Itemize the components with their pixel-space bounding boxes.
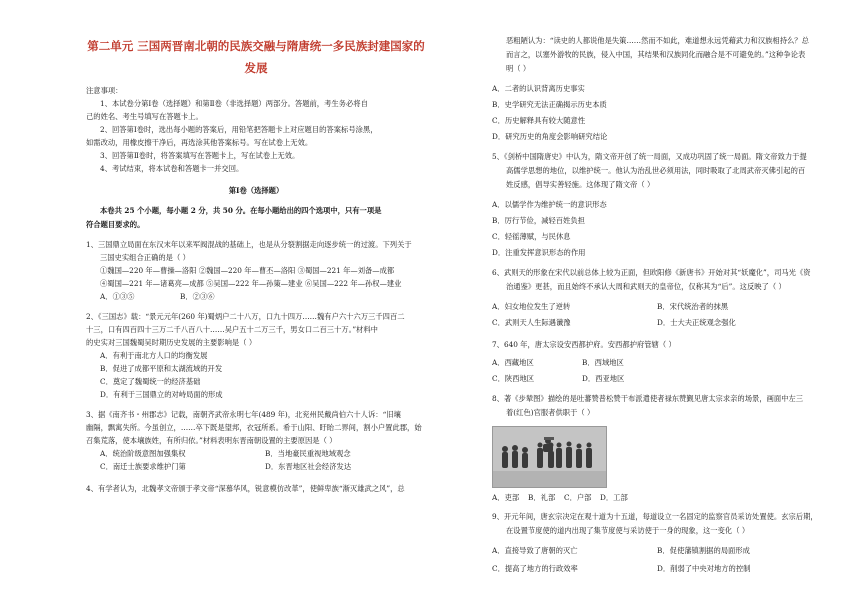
- q4-option-c[interactable]: C．历史解释具有较大随意性: [492, 116, 586, 125]
- q1-facts: ①魏国—220 年—曹操—洛阳 ②魏国—220 年—曹丕—洛阳 ③蜀国—221 年—刘备—成都: [100, 266, 395, 275]
- section-intro: 符合题目要求的。: [86, 220, 145, 229]
- q6-option-b[interactable]: B．宋代统治者的抹黑: [657, 302, 729, 311]
- q1-option-b[interactable]: B．②③⑥: [180, 292, 215, 301]
- q3-stem: 幽隔，飘寓失所。今虽创立，……卒下既是望邦，衣冠所系。希于山阳、盱眙二界间，割小户置此郡，始: [86, 423, 422, 432]
- notice-item: 2、回答第Ⅰ卷时，选出每小题的答案后，用铅笔把答题卡上对应题目的答案标号涂黑，: [100, 125, 378, 134]
- q2-stem: 十三，口有四百四十三万二千八百八十……吴户五十二万三千，男女口二百三十万。”材料中: [86, 325, 378, 334]
- q2-stem: 2、《三国志》载：“景元元年(260 年)蜀炳户二十八万，口九十四万……魏有户六十六万三千四百二: [86, 312, 405, 321]
- q5-stem: 姓反感，倡导实善轻施。这体现了隋文帝（ ）: [506, 180, 655, 189]
- q6-option-d[interactable]: D．士大夫正统观念强化: [657, 318, 736, 327]
- q7-stem: 7、640 年，唐太宗设安西都护府。安西都护府管辖（ ）: [492, 340, 676, 349]
- bunian-painting-image: [492, 426, 607, 488]
- q1-option-a[interactable]: A．①③⑤: [100, 292, 135, 301]
- q3-option-d[interactable]: D．东晋地区社会经济发达: [265, 462, 352, 471]
- q9-stem: 在设置节度使的道内出现了集节度使与采访使于一身的现象，这一变化（ ）: [506, 526, 750, 535]
- q6-stem: 治通鉴》更甚，而且始终不承认大周和武则天的皇帝位，仅称其为“后”。这反映了（ ）: [506, 282, 786, 291]
- q7-options: [492, 358, 832, 367]
- notice-heading: 注意事项：: [86, 86, 123, 95]
- q3-stem: 3、据《南齐书・州郡志》记载，南朝齐武帝永明七年(489 年)，北兖州民戴尚伯六十人诉：“旧壤: [86, 410, 401, 419]
- q7-option-b[interactable]: B．西域地区: [582, 358, 624, 367]
- q4-stem: 恶粗陋认为：“读史的人都说他是失策……然而不如此，难道想永远凭藉武力和汉族相持么？总: [506, 36, 809, 45]
- q5-option-d[interactable]: D．注重发挥意识形态的作用: [492, 248, 586, 257]
- q7-options: [492, 374, 832, 383]
- notice-item: 3、回答第Ⅱ卷时，将答案填写在答题卡上，写在试卷上无效。: [100, 151, 300, 160]
- right-column: [492, 0, 832, 608]
- q8-options: [492, 493, 832, 502]
- q8-stem: 着(红色)官服者供职于（ ）: [506, 408, 595, 417]
- q4-stem: 而言之，以塞外游牧的民族，侵入中国，其结果和汉族同化而融合是不可避免的。”这种争论表: [506, 50, 806, 59]
- q7-option-c[interactable]: C．陕西地区: [492, 374, 535, 383]
- q2-option-d[interactable]: D．有利于三国鼎立的对峙局面的形成: [100, 390, 223, 399]
- q5-stem: 高儒学思想的地位，以维护统一。他认为治乱世必须用法，同时吸取了北周武帝灭佛引起的百: [506, 166, 806, 175]
- q8-stem: 8、著《步辇图》描绘的是吐蕃赞普松赞干布派遣使者禄东赞觐见唐太宗求亲的场景，画面中左三: [492, 394, 804, 403]
- q9-option-a[interactable]: A．直接导致了唐朝的灭亡: [492, 546, 578, 555]
- q5-stem: 5、《剑桥中国隋唐史》中认为，隋文帝开创了统一局面，又成功巩固了统一局面。隋文帝致力于提: [492, 152, 807, 161]
- q3-option-b[interactable]: B．当地豪民重视地域观念: [265, 449, 351, 458]
- q1-stem: 1、三国鼎立局面在东汉末年以来军阀混战的基础上，也是从分裂割据走向逐步统一的过渡。下列关于: [86, 240, 412, 249]
- q2-option-a[interactable]: A．有利于南北方人口的均衡发展: [100, 351, 208, 360]
- section-intro: 本卷共 25 个小题，每小题 2 分，共 50 分。在每小题给出的四个选项中，只有一项是: [100, 206, 382, 215]
- q8-option-c[interactable]: C．户部: [564, 493, 592, 502]
- q7-option-a[interactable]: A．西藏地区: [492, 358, 534, 367]
- q3-option-a[interactable]: A．统治阶级意图加强集权: [100, 449, 186, 458]
- q1-stem: 三国史实组合正确的是（ ）: [100, 253, 190, 262]
- section-title: 第Ⅰ卷（选择题）: [228, 186, 284, 195]
- q3-stem: 召集荒落，使本壤族姓，有所归依。”材料表明东晋南朝设置的主要原因是（ ）: [86, 436, 337, 445]
- q7-option-d[interactable]: D．西亚地区: [582, 374, 625, 383]
- notice-item: 1、本试卷分第Ⅰ卷（选择题）和第Ⅱ卷（非选择题）两部分。答题前，考生务必将自: [100, 99, 368, 108]
- left-column: [86, 0, 426, 608]
- notice-item: 己的姓名、考生号填写在答题卡上。: [86, 112, 203, 121]
- q4-option-a[interactable]: A．二者的认识背离历史事实: [492, 84, 585, 93]
- q6-stem: 6、武则天的形象在宋代以前总体上较为正面，但欧阳修《新唐书》开始对其“妖魔化”，司马光《资: [492, 268, 811, 277]
- q6-options: [492, 302, 832, 311]
- q5-option-b[interactable]: B．厉行节俭，减轻百姓负担: [492, 216, 585, 225]
- painting-figures: [493, 427, 606, 487]
- q4-option-b[interactable]: B．史学研究无法正确揭示历史本质: [492, 100, 607, 109]
- q6-options: [492, 318, 832, 327]
- q8-option-b[interactable]: B．礼部: [528, 493, 556, 502]
- q1-options: [86, 292, 440, 301]
- q9-stem: 9、开元年间，唐玄宗决定在观十道为十五道，每道设立一名固定的监察官员采访处置使。玄宗后期，: [492, 512, 818, 521]
- q2-stem: 的史实对三国魏蜀吴时期历史发展的主要影响是（ ）: [86, 338, 257, 347]
- q5-option-c[interactable]: C．轻徭薄赋，与民休息: [492, 232, 571, 241]
- notice-item: 4、考试结束，将本试卷和答题卡一并交回。: [100, 164, 244, 173]
- q5-option-a[interactable]: A．以儒学作为维护统一的意识形态: [492, 200, 607, 209]
- paper-title-line2: 发展: [244, 61, 268, 75]
- q9-options: [492, 546, 832, 555]
- q4-stem: 明（ ）: [506, 64, 531, 73]
- q9-options: [492, 564, 832, 573]
- q3-options: [86, 449, 440, 458]
- q8-option-d[interactable]: D．工部: [600, 493, 628, 502]
- q9-option-d[interactable]: D．削弱了中央对地方的控制: [657, 564, 751, 573]
- q6-option-c[interactable]: C．武则天人生际遇谶豫: [492, 318, 571, 327]
- q9-option-c[interactable]: C．提高了地方的行政效率: [492, 564, 578, 573]
- q3-option-c[interactable]: C．南迁士族要求维护门第: [100, 462, 186, 471]
- q4-option-d[interactable]: D．研究历史的角度会影响研究结论: [492, 132, 608, 141]
- paper-title-line1: 第二单元 三国两晋南北朝的民族交融与隋唐统一多民族封建国家的: [87, 39, 425, 53]
- q8-option-a[interactable]: A．吏部: [492, 493, 520, 502]
- notice-item: 如需改动，用橡皮擦干净后，再选涂其他答案标号。写在试卷上无效。: [86, 138, 313, 147]
- q4-stem: 4、有学者认为，北魏孝文帝颁于孝文帝“深慕华风，锐意模仿改革”，使鲜卑族“渐灭雄武之风”，总: [86, 484, 405, 493]
- q2-option-b[interactable]: B．促进了成都平原和太湖流域的开发: [100, 364, 223, 373]
- q2-option-c[interactable]: C．奠定了魏蜀统一的经济基础: [100, 377, 201, 386]
- q9-option-b[interactable]: B．促使藩镇割据的局面形成: [657, 546, 750, 555]
- q3-options: [86, 462, 440, 471]
- q1-facts: ④蜀国—221 年—诸葛亮—成都 ⑤吴国—222 年—孙策—建业 ⑥吴国—222 年—孙权—建业: [100, 279, 402, 288]
- q6-option-a[interactable]: A．妇女地位发生了逆转: [492, 302, 571, 311]
